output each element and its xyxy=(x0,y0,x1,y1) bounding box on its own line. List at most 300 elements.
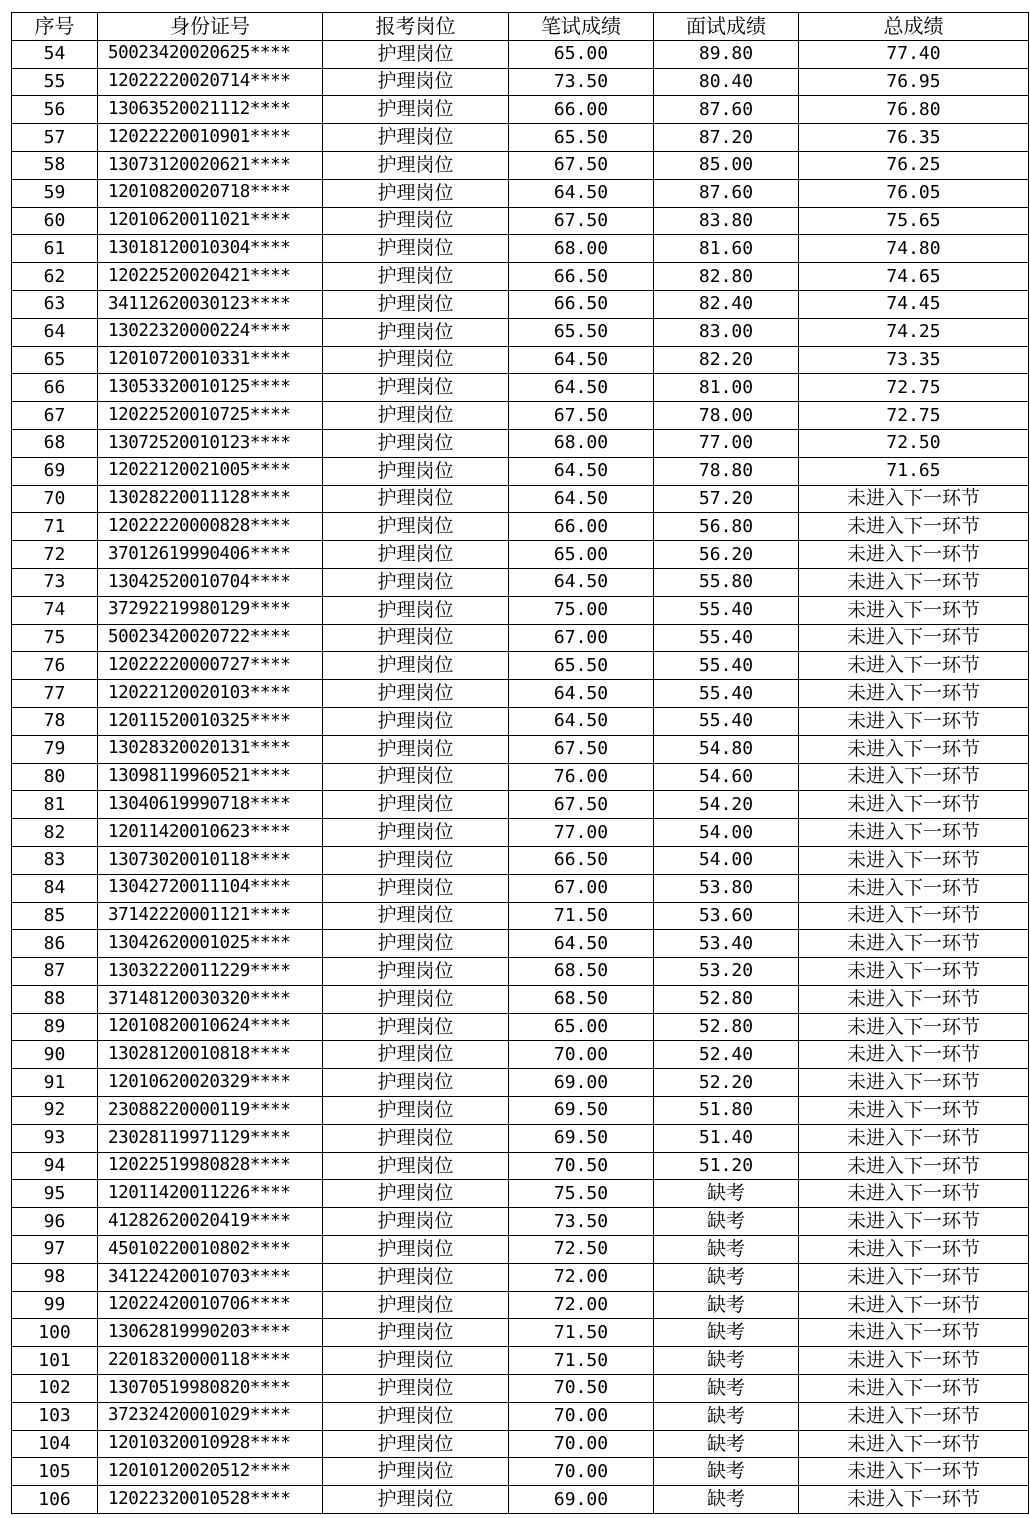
table-row xyxy=(12,1291,1029,1319)
position: 护理岗位 xyxy=(323,485,509,513)
table-row xyxy=(12,513,1029,541)
total-score: 未进入下一环节 xyxy=(799,1236,1029,1264)
row-index: 58 xyxy=(12,151,98,179)
total-score: 未进入下一环节 xyxy=(799,1263,1029,1291)
interview-score: 78.00 xyxy=(654,402,799,430)
total-score: 72.50 xyxy=(799,429,1029,457)
written-score: 67.50 xyxy=(509,151,654,179)
id-number: 12022420010706**** xyxy=(98,1291,323,1319)
table-row xyxy=(12,1319,1029,1347)
position: 护理岗位 xyxy=(323,1375,509,1403)
table-row xyxy=(12,652,1029,680)
interview-score: 51.40 xyxy=(654,1124,799,1152)
position: 护理岗位 xyxy=(323,513,509,541)
total-score: 76.25 xyxy=(799,151,1029,179)
position: 护理岗位 xyxy=(323,457,509,485)
id-number: 13040619990718**** xyxy=(98,791,323,819)
position: 护理岗位 xyxy=(323,1124,509,1152)
row-index: 94 xyxy=(12,1152,98,1180)
total-score: 未进入下一环节 xyxy=(799,1291,1029,1319)
written-score: 65.00 xyxy=(509,1013,654,1041)
written-score: 72.50 xyxy=(509,1236,654,1264)
row-index: 82 xyxy=(12,819,98,847)
total-score: 74.45 xyxy=(799,290,1029,318)
written-score: 66.00 xyxy=(509,513,654,541)
table-row xyxy=(12,318,1029,346)
table-row xyxy=(12,40,1029,68)
written-score: 70.00 xyxy=(509,1458,654,1486)
written-score: 64.50 xyxy=(509,457,654,485)
row-index: 91 xyxy=(12,1069,98,1097)
table-row xyxy=(12,1013,1029,1041)
total-score: 未进入下一环节 xyxy=(799,1319,1029,1347)
written-score: 72.00 xyxy=(509,1263,654,1291)
interview-score: 77.00 xyxy=(654,429,799,457)
table-row xyxy=(12,1124,1029,1152)
total-score: 未进入下一环节 xyxy=(799,624,1029,652)
id-number: 13032220011229**** xyxy=(98,958,323,986)
position: 护理岗位 xyxy=(323,1097,509,1125)
table-row xyxy=(12,207,1029,235)
total-score: 75.65 xyxy=(799,207,1029,235)
table-row xyxy=(12,1069,1029,1097)
position: 护理岗位 xyxy=(323,374,509,402)
header-total-score: 总成绩 xyxy=(799,13,1029,41)
interview-score: 缺考 xyxy=(654,1486,799,1514)
written-score: 68.50 xyxy=(509,958,654,986)
row-index: 68 xyxy=(12,429,98,457)
position: 护理岗位 xyxy=(323,846,509,874)
row-index: 101 xyxy=(12,1347,98,1375)
interview-score: 缺考 xyxy=(654,1402,799,1430)
interview-score: 56.80 xyxy=(654,513,799,541)
written-score: 66.50 xyxy=(509,846,654,874)
total-score: 77.40 xyxy=(799,40,1029,68)
position: 护理岗位 xyxy=(323,819,509,847)
row-index: 103 xyxy=(12,1402,98,1430)
interview-score: 缺考 xyxy=(654,1430,799,1458)
id-number: 13042620001025**** xyxy=(98,930,323,958)
position: 护理岗位 xyxy=(323,1152,509,1180)
total-score: 未进入下一环节 xyxy=(799,1013,1029,1041)
position: 护理岗位 xyxy=(323,346,509,374)
position: 护理岗位 xyxy=(323,1402,509,1430)
total-score: 74.65 xyxy=(799,263,1029,291)
table-row xyxy=(12,596,1029,624)
row-index: 84 xyxy=(12,874,98,902)
position: 护理岗位 xyxy=(323,96,509,124)
total-score: 未进入下一环节 xyxy=(799,1402,1029,1430)
table-row xyxy=(12,1152,1029,1180)
id-number: 12022120020103**** xyxy=(98,680,323,708)
total-score: 未进入下一环节 xyxy=(799,707,1029,735)
total-score: 未进入下一环节 xyxy=(799,791,1029,819)
table-row xyxy=(12,402,1029,430)
id-number: 13022320000224**** xyxy=(98,318,323,346)
written-score: 70.00 xyxy=(509,1402,654,1430)
interview-score: 55.80 xyxy=(654,568,799,596)
position: 护理岗位 xyxy=(323,568,509,596)
position: 护理岗位 xyxy=(323,624,509,652)
position: 护理岗位 xyxy=(323,596,509,624)
row-index: 75 xyxy=(12,624,98,652)
interview-score: 53.40 xyxy=(654,930,799,958)
id-number: 13073020010118**** xyxy=(98,846,323,874)
row-index: 87 xyxy=(12,958,98,986)
row-index: 83 xyxy=(12,846,98,874)
id-number: 50023420020722**** xyxy=(98,624,323,652)
interview-score: 87.20 xyxy=(654,124,799,152)
position: 护理岗位 xyxy=(323,1291,509,1319)
row-index: 98 xyxy=(12,1263,98,1291)
total-score: 未进入下一环节 xyxy=(799,1347,1029,1375)
id-number: 37232420001029**** xyxy=(98,1402,323,1430)
row-index: 70 xyxy=(12,485,98,513)
row-index: 61 xyxy=(12,235,98,263)
total-score: 未进入下一环节 xyxy=(799,1375,1029,1403)
written-score: 75.50 xyxy=(509,1180,654,1208)
written-score: 72.00 xyxy=(509,1291,654,1319)
id-number: 12010820020718**** xyxy=(98,179,323,207)
interview-score: 83.00 xyxy=(654,318,799,346)
total-score: 72.75 xyxy=(799,374,1029,402)
written-score: 70.50 xyxy=(509,1152,654,1180)
table-row xyxy=(12,763,1029,791)
table-row xyxy=(12,846,1029,874)
interview-score: 53.80 xyxy=(654,874,799,902)
position: 护理岗位 xyxy=(323,1069,509,1097)
row-index: 55 xyxy=(12,68,98,96)
table-row xyxy=(12,819,1029,847)
row-index: 69 xyxy=(12,457,98,485)
total-score: 76.05 xyxy=(799,179,1029,207)
total-score: 74.80 xyxy=(799,235,1029,263)
table-row xyxy=(12,1236,1029,1264)
position: 护理岗位 xyxy=(323,290,509,318)
row-index: 95 xyxy=(12,1180,98,1208)
total-score: 未进入下一环节 xyxy=(799,930,1029,958)
total-score: 未进入下一环节 xyxy=(799,1152,1029,1180)
row-index: 65 xyxy=(12,346,98,374)
id-number: 37292219980129**** xyxy=(98,596,323,624)
id-number: 12011420010623**** xyxy=(98,819,323,847)
total-score: 未进入下一环节 xyxy=(799,1069,1029,1097)
table-row xyxy=(12,485,1029,513)
written-score: 68.00 xyxy=(509,235,654,263)
id-number: 34122420010703**** xyxy=(98,1263,323,1291)
position: 护理岗位 xyxy=(323,318,509,346)
interview-score: 55.40 xyxy=(654,707,799,735)
row-index: 100 xyxy=(12,1319,98,1347)
row-index: 74 xyxy=(12,596,98,624)
interview-score: 54.00 xyxy=(654,846,799,874)
total-score: 未进入下一环节 xyxy=(799,680,1029,708)
id-number: 12010120020512**** xyxy=(98,1458,323,1486)
position: 护理岗位 xyxy=(323,985,509,1013)
table-row xyxy=(12,96,1029,124)
id-number: 12022320010528**** xyxy=(98,1486,323,1514)
position: 护理岗位 xyxy=(323,791,509,819)
id-number: 13018120010304**** xyxy=(98,235,323,263)
table-row xyxy=(12,680,1029,708)
position: 护理岗位 xyxy=(323,179,509,207)
written-score: 67.00 xyxy=(509,624,654,652)
interview-score: 55.40 xyxy=(654,652,799,680)
written-score: 73.50 xyxy=(509,1208,654,1236)
row-index: 104 xyxy=(12,1430,98,1458)
table-row xyxy=(12,151,1029,179)
header-written-score: 笔试成绩 xyxy=(509,13,654,41)
written-score: 65.00 xyxy=(509,541,654,569)
id-number: 37148120030320**** xyxy=(98,985,323,1013)
interview-score: 52.80 xyxy=(654,1013,799,1041)
interview-score: 80.40 xyxy=(654,68,799,96)
position: 护理岗位 xyxy=(323,1319,509,1347)
table-row xyxy=(12,290,1029,318)
position: 护理岗位 xyxy=(323,680,509,708)
interview-score: 缺考 xyxy=(654,1375,799,1403)
id-number: 12010320010928**** xyxy=(98,1430,323,1458)
row-index: 90 xyxy=(12,1041,98,1069)
id-number: 13073120020621**** xyxy=(98,151,323,179)
written-score: 64.50 xyxy=(509,485,654,513)
interview-score: 81.60 xyxy=(654,235,799,263)
id-number: 12022520020421**** xyxy=(98,263,323,291)
written-score: 64.50 xyxy=(509,346,654,374)
position: 护理岗位 xyxy=(323,1263,509,1291)
row-index: 106 xyxy=(12,1486,98,1514)
id-number: 13062819990203**** xyxy=(98,1319,323,1347)
id-number: 13072520010123**** xyxy=(98,429,323,457)
total-score: 72.75 xyxy=(799,402,1029,430)
id-number: 12011520010325**** xyxy=(98,707,323,735)
written-score: 65.50 xyxy=(509,124,654,152)
total-score: 未进入下一环节 xyxy=(799,485,1029,513)
table-row xyxy=(12,1097,1029,1125)
position: 护理岗位 xyxy=(323,930,509,958)
total-score: 未进入下一环节 xyxy=(799,874,1029,902)
total-score: 未进入下一环节 xyxy=(799,652,1029,680)
written-score: 68.00 xyxy=(509,429,654,457)
table-row xyxy=(12,1375,1029,1403)
position: 护理岗位 xyxy=(323,235,509,263)
id-number: 12022220000828**** xyxy=(98,513,323,541)
written-score: 68.50 xyxy=(509,985,654,1013)
row-index: 62 xyxy=(12,263,98,291)
total-score: 未进入下一环节 xyxy=(799,846,1029,874)
id-number: 12010720010331**** xyxy=(98,346,323,374)
row-index: 105 xyxy=(12,1458,98,1486)
position: 护理岗位 xyxy=(323,652,509,680)
interview-score: 52.20 xyxy=(654,1069,799,1097)
total-score: 76.95 xyxy=(799,68,1029,96)
id-number: 13028320020131**** xyxy=(98,735,323,763)
position: 护理岗位 xyxy=(323,958,509,986)
row-index: 64 xyxy=(12,318,98,346)
position: 护理岗位 xyxy=(323,1430,509,1458)
written-score: 70.00 xyxy=(509,1041,654,1069)
total-score: 未进入下一环节 xyxy=(799,1208,1029,1236)
row-index: 89 xyxy=(12,1013,98,1041)
id-number: 37142220001121**** xyxy=(98,902,323,930)
id-number: 22018320000118**** xyxy=(98,1347,323,1375)
row-index: 99 xyxy=(12,1291,98,1319)
row-index: 72 xyxy=(12,541,98,569)
position: 护理岗位 xyxy=(323,1236,509,1264)
row-index: 79 xyxy=(12,735,98,763)
id-number: 12022220010901**** xyxy=(98,124,323,152)
written-score: 69.50 xyxy=(509,1124,654,1152)
row-index: 92 xyxy=(12,1097,98,1125)
total-score: 未进入下一环节 xyxy=(799,819,1029,847)
interview-score: 缺考 xyxy=(654,1180,799,1208)
id-number: 12011420011226**** xyxy=(98,1180,323,1208)
position: 护理岗位 xyxy=(323,763,509,791)
table-row xyxy=(12,457,1029,485)
written-score: 64.50 xyxy=(509,707,654,735)
table-row xyxy=(12,930,1029,958)
total-score: 73.35 xyxy=(799,346,1029,374)
table-row xyxy=(12,235,1029,263)
id-number: 12022520010725**** xyxy=(98,402,323,430)
table-row xyxy=(12,568,1029,596)
row-index: 66 xyxy=(12,374,98,402)
total-score: 未进入下一环节 xyxy=(799,596,1029,624)
total-score: 未进入下一环节 xyxy=(799,1097,1029,1125)
results-table xyxy=(11,12,1029,1514)
id-number: 37012619990406**** xyxy=(98,541,323,569)
table-row xyxy=(12,124,1029,152)
written-score: 67.50 xyxy=(509,207,654,235)
id-number: 12010820010624**** xyxy=(98,1013,323,1041)
table-row xyxy=(12,179,1029,207)
interview-score: 87.60 xyxy=(654,179,799,207)
table-row xyxy=(12,541,1029,569)
interview-score: 缺考 xyxy=(654,1236,799,1264)
total-score: 76.80 xyxy=(799,96,1029,124)
id-number: 50023420020625**** xyxy=(98,40,323,68)
id-number: 13042520010704**** xyxy=(98,568,323,596)
interview-score: 53.60 xyxy=(654,902,799,930)
written-score: 64.50 xyxy=(509,179,654,207)
row-index: 78 xyxy=(12,707,98,735)
total-score: 未进入下一环节 xyxy=(799,1486,1029,1514)
table-row xyxy=(12,1208,1029,1236)
written-score: 64.50 xyxy=(509,680,654,708)
id-number: 23028119971129**** xyxy=(98,1124,323,1152)
interview-score: 缺考 xyxy=(654,1263,799,1291)
table-row xyxy=(12,429,1029,457)
header-id-number: 身份证号 xyxy=(98,13,323,41)
written-score: 66.00 xyxy=(509,96,654,124)
table-row xyxy=(12,735,1029,763)
id-number: 12022220020714**** xyxy=(98,68,323,96)
written-score: 71.50 xyxy=(509,902,654,930)
interview-score: 83.80 xyxy=(654,207,799,235)
table-row xyxy=(12,1486,1029,1514)
position: 护理岗位 xyxy=(323,1458,509,1486)
position: 护理岗位 xyxy=(323,541,509,569)
interview-score: 52.80 xyxy=(654,985,799,1013)
interview-score: 85.00 xyxy=(654,151,799,179)
row-index: 59 xyxy=(12,179,98,207)
position: 护理岗位 xyxy=(323,707,509,735)
row-index: 102 xyxy=(12,1375,98,1403)
table-row xyxy=(12,1430,1029,1458)
written-score: 64.50 xyxy=(509,568,654,596)
row-index: 77 xyxy=(12,680,98,708)
interview-score: 51.20 xyxy=(654,1152,799,1180)
id-number: 45010220010802**** xyxy=(98,1236,323,1264)
id-number: 12022519980828**** xyxy=(98,1152,323,1180)
id-number: 23088220000119**** xyxy=(98,1097,323,1125)
written-score: 75.00 xyxy=(509,596,654,624)
row-index: 60 xyxy=(12,207,98,235)
position: 护理岗位 xyxy=(323,40,509,68)
total-score: 未进入下一环节 xyxy=(799,1180,1029,1208)
written-score: 67.50 xyxy=(509,791,654,819)
table-row xyxy=(12,1041,1029,1069)
interview-score: 82.80 xyxy=(654,263,799,291)
interview-score: 54.20 xyxy=(654,791,799,819)
id-number: 12010620020329**** xyxy=(98,1069,323,1097)
table-row xyxy=(12,902,1029,930)
total-score: 76.35 xyxy=(799,124,1029,152)
row-index: 80 xyxy=(12,763,98,791)
id-number: 12022120021005**** xyxy=(98,457,323,485)
written-score: 76.00 xyxy=(509,763,654,791)
table-row xyxy=(12,68,1029,96)
header-position: 报考岗位 xyxy=(323,13,509,41)
id-number: 13070519980820**** xyxy=(98,1375,323,1403)
position: 护理岗位 xyxy=(323,1347,509,1375)
interview-score: 57.20 xyxy=(654,485,799,513)
row-index: 56 xyxy=(12,96,98,124)
position: 护理岗位 xyxy=(323,263,509,291)
written-score: 65.50 xyxy=(509,318,654,346)
position: 护理岗位 xyxy=(323,1180,509,1208)
row-index: 93 xyxy=(12,1124,98,1152)
written-score: 71.50 xyxy=(509,1319,654,1347)
row-index: 63 xyxy=(12,290,98,318)
total-score: 未进入下一环节 xyxy=(799,735,1029,763)
written-score: 73.50 xyxy=(509,68,654,96)
total-score: 未进入下一环节 xyxy=(799,1041,1029,1069)
id-number: 13028220011128**** xyxy=(98,485,323,513)
row-index: 57 xyxy=(12,124,98,152)
total-score: 未进入下一环节 xyxy=(799,1124,1029,1152)
interview-score: 82.40 xyxy=(654,290,799,318)
interview-score: 82.20 xyxy=(654,346,799,374)
interview-score: 55.40 xyxy=(654,680,799,708)
position: 护理岗位 xyxy=(323,151,509,179)
header-interview-score: 面试成绩 xyxy=(654,13,799,41)
total-score: 未进入下一环节 xyxy=(799,1430,1029,1458)
interview-score: 55.40 xyxy=(654,596,799,624)
id-number: 13063520021112**** xyxy=(98,96,323,124)
written-score: 67.50 xyxy=(509,735,654,763)
position: 护理岗位 xyxy=(323,874,509,902)
id-number: 12022220000727**** xyxy=(98,652,323,680)
table-row xyxy=(12,958,1029,986)
table-row xyxy=(12,874,1029,902)
written-score: 71.50 xyxy=(509,1347,654,1375)
interview-score: 缺考 xyxy=(654,1347,799,1375)
id-number: 13053320010125**** xyxy=(98,374,323,402)
id-number: 41282620020419**** xyxy=(98,1208,323,1236)
interview-score: 54.80 xyxy=(654,735,799,763)
interview-score: 缺考 xyxy=(654,1208,799,1236)
